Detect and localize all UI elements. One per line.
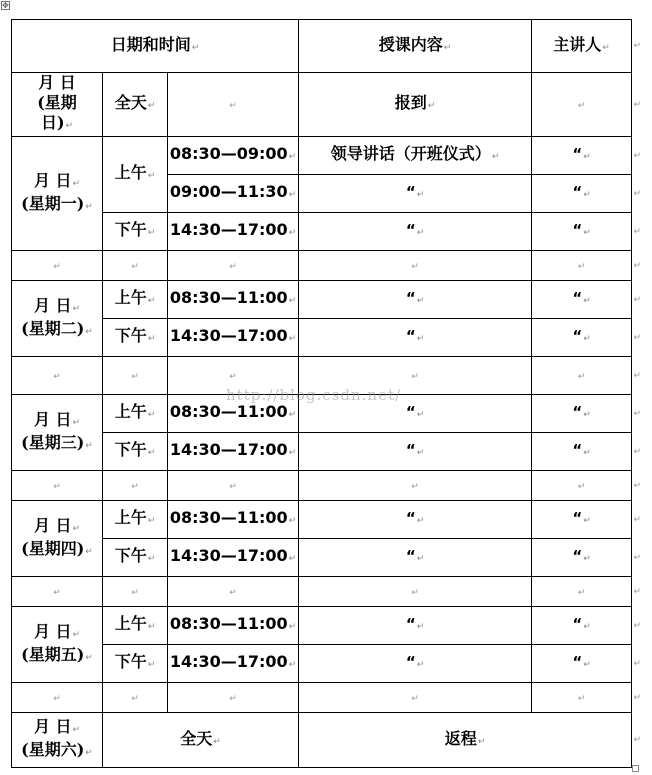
period-cell: 下午↵ — [103, 319, 168, 357]
time-cell: 08:30—11:00↵ — [168, 281, 299, 319]
content-cell: “↵ — [299, 607, 532, 645]
speaker-cell: “↵ ↵ — [532, 433, 632, 471]
content-cell: “↵ — [299, 645, 532, 683]
table-row — [12, 395, 632, 433]
spacer-row: ↵ ↵ ↵ ↵ ↵ ↵ — [12, 683, 632, 713]
content-cell: “↵ — [299, 213, 532, 251]
speaker-cell: “↵ ↵ — [532, 137, 632, 175]
time-cell: 08:30—11:00↵ — [168, 395, 299, 433]
period-cell: 下午↵ — [103, 433, 168, 471]
time-cell: 08:30—11:00↵ — [168, 607, 299, 645]
period-cell: 上午↵ — [103, 395, 168, 433]
table-row — [12, 213, 632, 251]
table-row — [12, 645, 632, 683]
date-cell: 月 日↵ (星期六)↵ — [12, 713, 103, 768]
table-row — [12, 73, 632, 137]
time-cell: 08:30—09:00↵ — [168, 137, 299, 175]
speaker-cell: ↵ ↵ — [532, 73, 632, 137]
table-row — [12, 713, 632, 768]
speaker-cell: “↵ ↵ — [532, 319, 632, 357]
date-cell: 月 日↵ (星期一)↵ — [12, 137, 103, 251]
content-cell: “↵ — [299, 319, 532, 357]
period-cell: 下午↵ — [103, 213, 168, 251]
schedule-table — [11, 19, 642, 768]
speaker-cell: “↵ ↵ — [532, 213, 632, 251]
spacer-row: ↵ ↵ ↵ ↵ ↵ ↵ — [12, 471, 632, 501]
speaker-cell: “↵ ↵ — [532, 281, 632, 319]
date-cell: 月 日↵ (星期五)↵ — [12, 607, 103, 683]
table-move-handle-icon[interactable]: ✥ — [2, 1, 9, 10]
content-cell: 返程↵ ↵ — [299, 713, 632, 768]
content-cell: 领导讲话（开班仪式）↵ — [299, 137, 532, 175]
speaker-cell: “↵ ↵ — [532, 501, 632, 539]
content-cell: “↵ — [299, 395, 532, 433]
period-cell: 上午↵ — [103, 137, 168, 213]
period-cell: 全天↵ — [103, 73, 168, 137]
content-cell: “↵ — [299, 281, 532, 319]
spacer-row: ↵ ↵ ↵ ↵ ↵ ↵ — [12, 357, 632, 395]
table-row — [12, 137, 632, 175]
time-cell: ↵ — [168, 73, 299, 137]
table-resize-handle[interactable] — [632, 765, 639, 772]
content-cell: 报到↵ — [299, 73, 532, 137]
spacer-row: ↵ ↵ ↵ ↵ ↵ ↵ — [12, 577, 632, 607]
table-row — [12, 501, 632, 539]
speaker-cell: “↵ ↵ — [532, 645, 632, 683]
header-row — [12, 20, 632, 73]
table-row — [12, 319, 632, 357]
speaker-cell: “↵ ↵ — [532, 607, 632, 645]
time-cell: 14:30—17:00↵ — [168, 645, 299, 683]
time-cell: 08:30—11:00↵ — [168, 501, 299, 539]
date-cell: 月 日↵ (星期四)↵ — [12, 501, 103, 577]
header-content: 授课内容↵ — [299, 20, 532, 73]
content-cell: “↵ — [299, 501, 532, 539]
table-row — [12, 607, 632, 645]
content-cell: “↵ — [299, 539, 532, 577]
period-cell: 下午↵ — [103, 645, 168, 683]
date-cell: 月 日↵ (星期三)↵ — [12, 395, 103, 471]
speaker-cell: “↵ ↵ — [532, 539, 632, 577]
period-cell: 下午↵ — [103, 539, 168, 577]
time-cell: 09:00—11:30↵ — [168, 175, 299, 213]
table-row — [12, 281, 632, 319]
time-cell: 14:30—17:00↵ — [168, 213, 299, 251]
time-cell: 14:30—17:00↵ — [168, 433, 299, 471]
header-speaker: 主讲人↵ ↵ — [532, 20, 632, 73]
table-row — [12, 539, 632, 577]
period-cell: 全天↵ — [103, 713, 299, 768]
content-cell: “↵ — [299, 433, 532, 471]
speaker-cell: “↵ ↵ — [532, 395, 632, 433]
time-cell: 14:30—17:00↵ — [168, 319, 299, 357]
date-cell: 月 日 (星期 日)↵ — [12, 73, 103, 137]
spacer-row: ↵ ↵ ↵ ↵ ↵ ↵ — [12, 251, 632, 281]
period-cell: 上午↵ — [103, 501, 168, 539]
watermark: http://blog.csdn.net/ — [226, 386, 402, 404]
period-cell: 上午↵ — [103, 607, 168, 645]
date-cell: 月 日↵ (星期二)↵ — [12, 281, 103, 357]
header-date-time: 日期和时间↵ — [12, 20, 299, 73]
speaker-cell: “↵ ↵ — [532, 175, 632, 213]
time-cell: 14:30—17:00↵ — [168, 539, 299, 577]
period-cell: 上午↵ — [103, 281, 168, 319]
content-cell: “↵ — [299, 175, 532, 213]
table-row — [12, 433, 632, 471]
